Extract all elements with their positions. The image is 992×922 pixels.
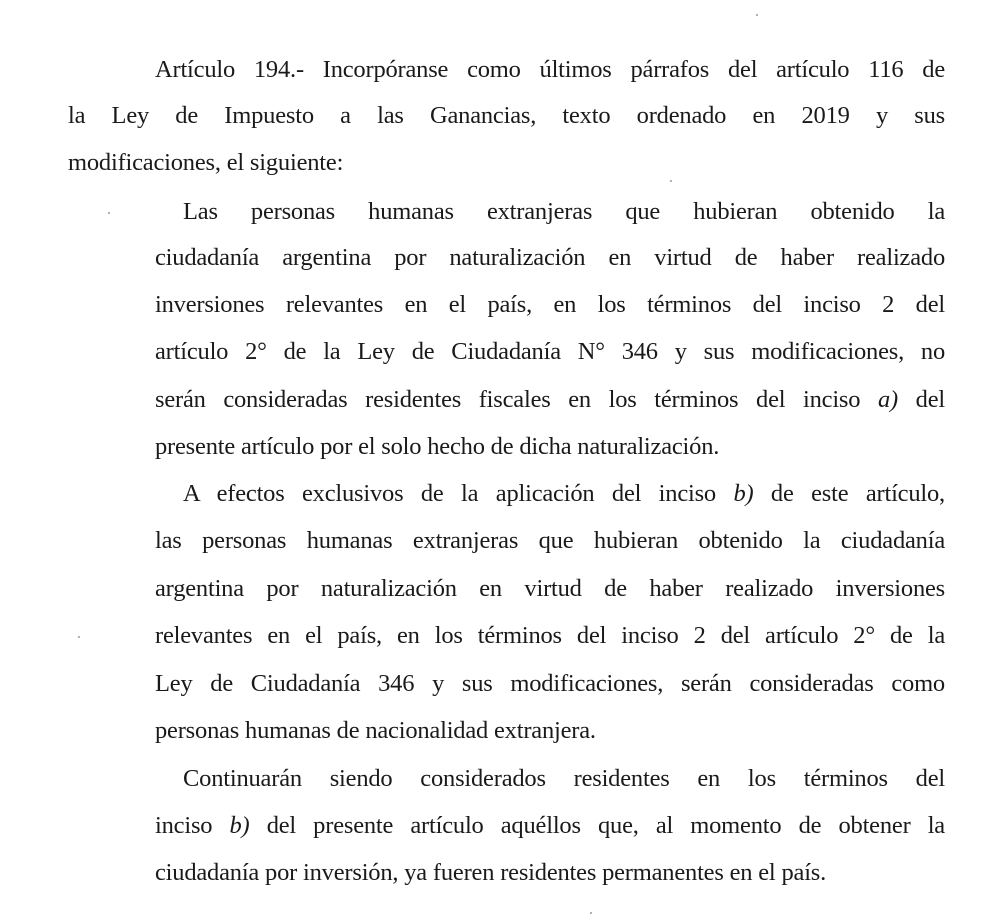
- paragraph-2-line-4: relevantes en el país, en los términos del inciso 2 del artículo 2° de la: [155, 622, 945, 649]
- intro-line-1: Artículo 194.- Incorpóranse como últimos párrafos del artículo 116 de: [155, 56, 945, 83]
- paragraph-1-line-2: ciudadanía argentina por naturalización en virtud de haber realizado: [155, 244, 945, 271]
- scan-speck: [590, 912, 592, 914]
- intro-line-2: la Ley de Impuesto a las Ganancias, texto ordenado en 2019 y sus: [68, 102, 945, 129]
- paragraph-2-line-1-text: A efectos exclusivos de la aplicación del inciso: [183, 480, 716, 507]
- paragraph-3-line-1: Continuarán siendo considerados residentes en los términos del: [183, 765, 945, 792]
- inciso-a-reference: a): [877, 386, 898, 413]
- intro-line-3: modificaciones, el siguiente:: [68, 149, 344, 176]
- paragraph-2-line-1-end: de este artículo,: [770, 480, 945, 507]
- scan-speck: [108, 212, 110, 214]
- inciso-b-reference: b): [229, 812, 250, 839]
- paragraph-1-line-5: [155, 383, 945, 417]
- paragraph-2-line-6: personas humanas de nacionalidad extranjera.: [155, 717, 596, 744]
- scan-speck: [756, 14, 758, 16]
- paragraph-1-line-4: artículo 2° de la Ley de Ciudadanía N° 346 y sus modificaciones, no: [155, 338, 945, 365]
- scan-speck: [78, 636, 80, 638]
- paragraph-3-line-2-text: del presente artículo aquéllos que, al momento de obtener la: [266, 812, 945, 839]
- paragraph-2-line-5: Ley de Ciudadanía 346 y sus modificaciones, serán consideradas como: [155, 670, 945, 697]
- paragraph-1-line-6: presente artículo por el solo hecho de dicha naturalización.: [155, 433, 720, 460]
- paragraph-2-line-2: las personas humanas extranjeras que hubieran obtenido la ciudadanía: [155, 527, 945, 554]
- paragraph-3-line-3: ciudadanía por inversión, ya fueren residentes permanentes en el país.: [155, 859, 827, 886]
- paragraph-2-line-3: argentina por naturalización en virtud de haber realizado inversiones: [155, 575, 945, 602]
- inciso-b-reference: b): [733, 480, 754, 507]
- paragraph-1-line-5-end: del: [915, 386, 945, 413]
- paragraph-2-line-1: [183, 477, 945, 511]
- paragraph-3-line-2: [155, 809, 945, 843]
- paragraph-3-line-2-start: inciso: [155, 812, 213, 839]
- paragraph-1-line-1: Las personas humanas extranjeras que hubieran obtenido la: [183, 198, 945, 225]
- scan-speck: [670, 180, 672, 182]
- paragraph-1-line-5-text: serán consideradas residentes fiscales en los términos del inciso: [155, 386, 861, 413]
- paragraph-1-line-3: inversiones relevantes en el país, en los términos del inciso 2 del: [155, 291, 945, 318]
